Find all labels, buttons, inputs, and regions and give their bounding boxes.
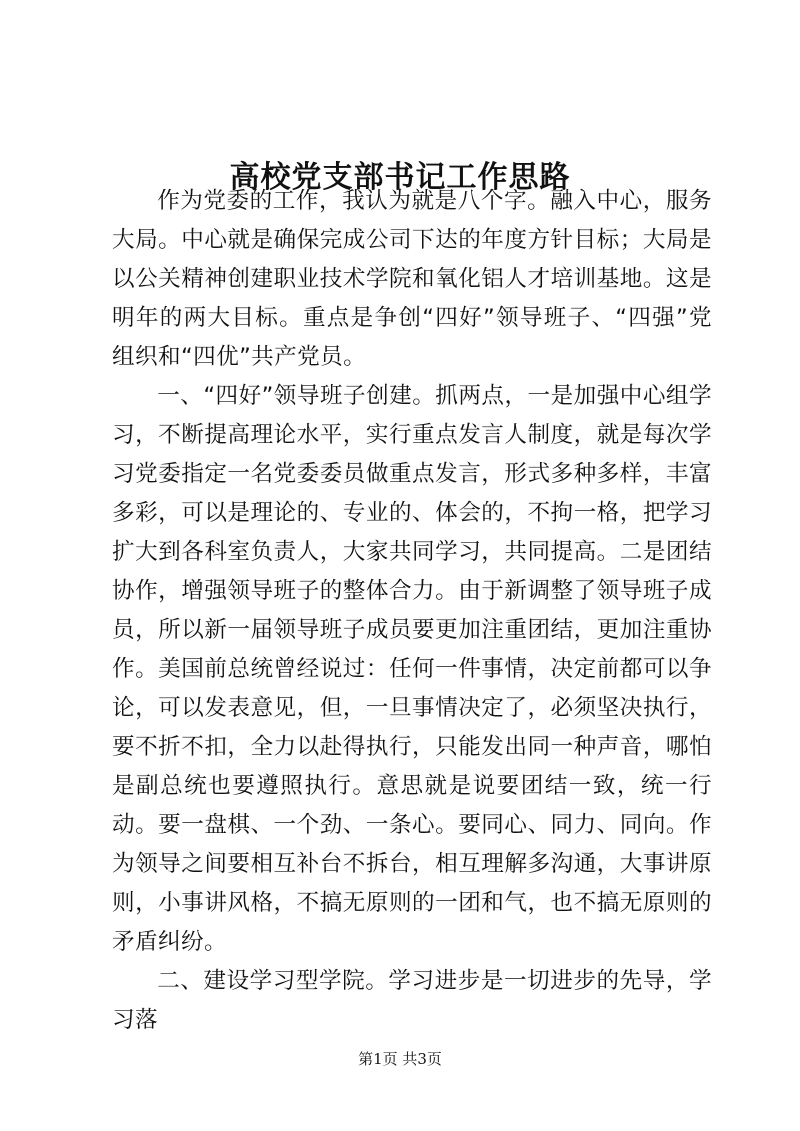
document-title: 高校党支部书记工作思路 xyxy=(229,160,571,196)
page-footer: 第1页 共3页 xyxy=(358,1050,442,1068)
paragraph-intro: 作为党委的工作，我认为就是八个字。融入中心，服务大局。中心就是确保完成公司下达的年度方针目标；大局是以公关精神创建职业技术学院和氧化铝人才培训基地。这是明年的两大目标。重点是争创“四好”领导班子、“四强”党组织和“四优”共产党员。 xyxy=(112,188,712,370)
paragraph-section-2: 二、建设学习型学院。学习进步是一切进步的先导，学习落 xyxy=(112,968,712,1033)
document-body xyxy=(112,182,712,1040)
paragraph-section-1: 一、“四好”领导班子创建。抓两点，一是加强中心组学习，不断提高理论水平，实行重点发言人制度，就是每次学习党委指定一名党委委员做重点发言，形式多种多样，丰富多彩，可以是理论的、专业的、体会的，不拘一格，把学习扩大到各科室负责人，大家共同学习，共同提高。二是团结协作，增强领导班子的整体合力。由于新调整了领导班子成员，所以新一届领导班子成员要更加注重团结，更加注重协作。美国前总统曾经说过：任何一件事情，决定前都可以争论，可以发表意见，但，一旦事情决定了，必须坚决执行，要不折不扣，全力以赴得执行，只能发出同一种声音，哪怕是副总统也要遵照执行。意思就是说要团结一致，统一行动。要一盘棋、一个劲、一条心。要同心、同力、同向。作为领导之间要相互补台不拆台，相互理解多沟通，大事讲原则，小事讲风格，不搞无原则的一团和气，也不搞无原则的矛盾纠纷。 xyxy=(112,383,712,955)
